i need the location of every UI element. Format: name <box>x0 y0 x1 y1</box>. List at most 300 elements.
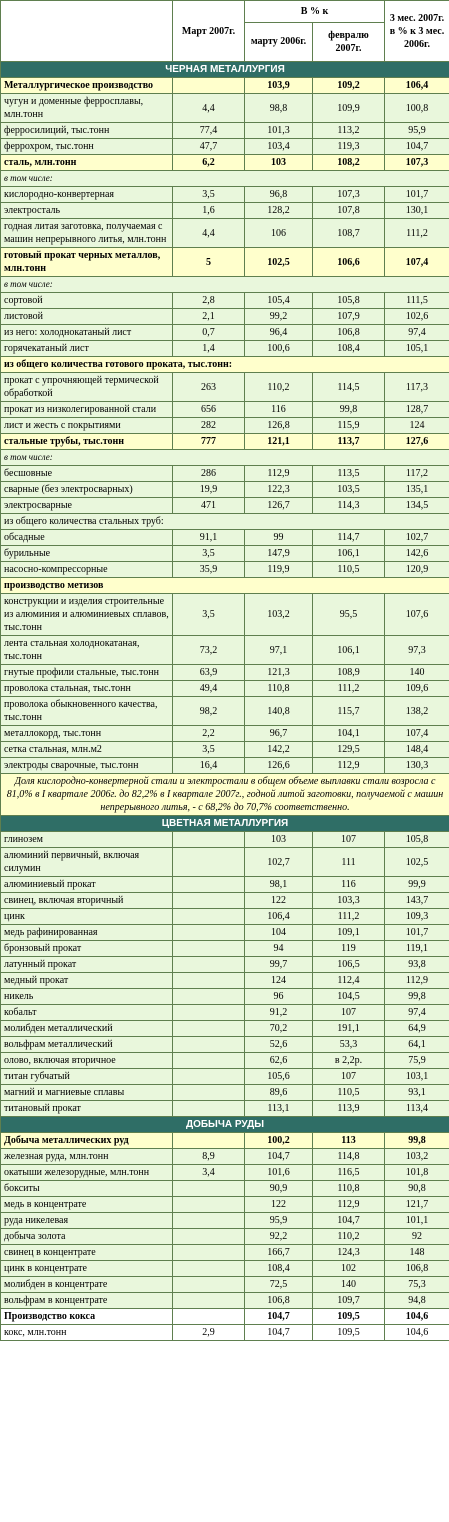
value-vs-march-2006: 122,3 <box>245 482 313 498</box>
value-vs-feb-2007: 110,5 <box>313 562 385 578</box>
value-vs-march-2006: 105,6 <box>245 1069 313 1085</box>
value-3-months: 105,1 <box>385 341 449 357</box>
row-label: титан губчатый <box>1 1069 173 1085</box>
value-3-months: 130,3 <box>385 758 449 774</box>
section-header-row <box>1 62 449 78</box>
table-row <box>1 293 449 309</box>
subheading-row <box>1 450 449 466</box>
row-label: молибден в концентрате <box>1 1277 173 1293</box>
value-3-months: 101,8 <box>385 1165 449 1181</box>
value-vs-feb-2007: 115,7 <box>313 697 385 726</box>
value-vs-march-2006: 140,8 <box>245 697 313 726</box>
value-vs-march-2006: 106,8 <box>245 1293 313 1309</box>
value-vs-feb-2007: 110,2 <box>313 1229 385 1245</box>
value-3-months: 135,1 <box>385 482 449 498</box>
table-row <box>1 697 449 726</box>
value-vs-march-2006: 104,7 <box>245 1309 313 1325</box>
value-vs-march-2006: 90,9 <box>245 1181 313 1197</box>
row-label: годная литая заготовка, получаемая с машин непрерывного литья, млн.тонн <box>1 219 173 248</box>
value-vs-feb-2007: 107,8 <box>313 203 385 219</box>
table-row <box>1 973 449 989</box>
value-3-months: 119,1 <box>385 941 449 957</box>
table-row <box>1 78 449 94</box>
value-march-2007: 777 <box>173 434 245 450</box>
value-vs-march-2006: 121,1 <box>245 434 313 450</box>
value-vs-march-2006: 99,2 <box>245 309 313 325</box>
value-3-months: 104,6 <box>385 1325 449 1341</box>
value-vs-feb-2007: 124,3 <box>313 1245 385 1261</box>
subheading-row <box>1 357 449 373</box>
table-row <box>1 155 449 171</box>
value-march-2007 <box>173 1229 245 1245</box>
table-row <box>1 877 449 893</box>
row-label: руда никелевая <box>1 1213 173 1229</box>
value-3-months: 128,7 <box>385 402 449 418</box>
row-label: титановый прокат <box>1 1101 173 1117</box>
table-row <box>1 123 449 139</box>
table-row <box>1 1021 449 1037</box>
header-3-months: 3 мес. 2007г. в % к 3 мес. 2006г. <box>385 1 449 62</box>
value-3-months: 90,8 <box>385 1181 449 1197</box>
value-march-2007 <box>173 1293 245 1309</box>
value-march-2007 <box>173 1037 245 1053</box>
value-vs-march-2006: 96 <box>245 989 313 1005</box>
row-label: феррохром, тыс.тонн <box>1 139 173 155</box>
row-label: кислородно-конвертерная <box>1 187 173 203</box>
row-label: листовой <box>1 309 173 325</box>
row-label: обсадные <box>1 530 173 546</box>
value-march-2007: 1,4 <box>173 341 245 357</box>
header-row-1 <box>1 1 449 23</box>
table-row <box>1 466 449 482</box>
value-3-months: 64,9 <box>385 1021 449 1037</box>
value-vs-feb-2007: 112,9 <box>313 1197 385 1213</box>
table-row <box>1 1277 449 1293</box>
value-march-2007 <box>173 989 245 1005</box>
value-vs-feb-2007: 113,9 <box>313 1101 385 1117</box>
value-3-months: 64,1 <box>385 1037 449 1053</box>
value-vs-march-2006: 142,2 <box>245 742 313 758</box>
value-march-2007 <box>173 832 245 848</box>
table-row <box>1 248 449 277</box>
value-march-2007: 2,9 <box>173 1325 245 1341</box>
table-row <box>1 498 449 514</box>
value-3-months: 102,5 <box>385 848 449 877</box>
row-label: свинец, включая вторичный <box>1 893 173 909</box>
value-3-months: 93,1 <box>385 1085 449 1101</box>
value-3-months: 111,2 <box>385 219 449 248</box>
row-label: сварные (без электросварных) <box>1 482 173 498</box>
table-row <box>1 1325 449 1341</box>
value-vs-march-2006: 100,2 <box>245 1133 313 1149</box>
value-march-2007 <box>173 1021 245 1037</box>
section-header-row <box>1 816 449 832</box>
value-vs-march-2006: 96,7 <box>245 726 313 742</box>
value-vs-feb-2007: 106,1 <box>313 636 385 665</box>
value-vs-feb-2007: 129,5 <box>313 742 385 758</box>
value-march-2007: 3,5 <box>173 187 245 203</box>
table-row <box>1 94 449 123</box>
value-vs-feb-2007: 103,3 <box>313 893 385 909</box>
value-march-2007: 63,9 <box>173 665 245 681</box>
value-march-2007: 2,8 <box>173 293 245 309</box>
table-row <box>1 418 449 434</box>
table-row <box>1 925 449 941</box>
value-vs-march-2006: 100,6 <box>245 341 313 357</box>
subheading-row <box>1 277 449 293</box>
value-march-2007 <box>173 1133 245 1149</box>
row-label: сталь, млн.тонн <box>1 155 173 171</box>
row-label: цинк <box>1 909 173 925</box>
value-3-months: 107,3 <box>385 155 449 171</box>
value-vs-feb-2007: 111 <box>313 848 385 877</box>
value-march-2007 <box>173 1261 245 1277</box>
value-3-months: 104,7 <box>385 139 449 155</box>
value-vs-feb-2007: 113,7 <box>313 434 385 450</box>
value-3-months: 106,4 <box>385 78 449 94</box>
value-3-months: 113,4 <box>385 1101 449 1117</box>
value-3-months: 97,4 <box>385 325 449 341</box>
row-label: свинец в концентрате <box>1 1245 173 1261</box>
row-label: алюминиевый прокат <box>1 877 173 893</box>
row-label: окатыши железорудные, млн.тонн <box>1 1165 173 1181</box>
value-vs-march-2006: 116 <box>245 402 313 418</box>
row-label: бронзовый прокат <box>1 941 173 957</box>
subheading-text: в том числе: <box>1 450 449 466</box>
row-label: магний и магниевые сплавы <box>1 1085 173 1101</box>
value-march-2007: 98,2 <box>173 697 245 726</box>
value-3-months: 92 <box>385 1229 449 1245</box>
value-march-2007 <box>173 957 245 973</box>
table-row <box>1 341 449 357</box>
table-row <box>1 187 449 203</box>
row-label: электросварные <box>1 498 173 514</box>
value-march-2007 <box>173 1277 245 1293</box>
value-march-2007 <box>173 1101 245 1117</box>
value-vs-feb-2007: 140 <box>313 1277 385 1293</box>
value-march-2007: 3,5 <box>173 742 245 758</box>
value-vs-feb-2007: 107 <box>313 1069 385 1085</box>
value-vs-march-2006: 89,6 <box>245 1085 313 1101</box>
value-3-months: 120,9 <box>385 562 449 578</box>
value-vs-feb-2007: 105,8 <box>313 293 385 309</box>
value-vs-feb-2007: 112,4 <box>313 973 385 989</box>
value-3-months: 134,5 <box>385 498 449 514</box>
value-vs-feb-2007: 107 <box>313 832 385 848</box>
table-row <box>1 309 449 325</box>
value-3-months: 107,4 <box>385 248 449 277</box>
table-row <box>1 1101 449 1117</box>
value-3-months: 102,7 <box>385 530 449 546</box>
value-vs-feb-2007: 104,1 <box>313 726 385 742</box>
table-row <box>1 203 449 219</box>
value-3-months: 148,4 <box>385 742 449 758</box>
value-vs-feb-2007: 110,8 <box>313 1181 385 1197</box>
table-row <box>1 1037 449 1053</box>
value-3-months: 103,1 <box>385 1069 449 1085</box>
value-vs-march-2006: 96,4 <box>245 325 313 341</box>
value-march-2007: 286 <box>173 466 245 482</box>
table-row <box>1 434 449 450</box>
table-row <box>1 1069 449 1085</box>
row-label: олово, включая вторичное <box>1 1053 173 1069</box>
value-vs-feb-2007: 119,3 <box>313 139 385 155</box>
table-row <box>1 758 449 774</box>
value-vs-march-2006: 103,9 <box>245 78 313 94</box>
value-march-2007 <box>173 1085 245 1101</box>
value-vs-feb-2007: 107,3 <box>313 187 385 203</box>
row-label: бурильные <box>1 546 173 562</box>
value-vs-march-2006: 103,4 <box>245 139 313 155</box>
value-3-months: 101,7 <box>385 187 449 203</box>
value-march-2007 <box>173 1181 245 1197</box>
table-row <box>1 594 449 636</box>
row-label: бокситы <box>1 1181 173 1197</box>
value-3-months: 127,6 <box>385 434 449 450</box>
subheading-text: из общего количества стальных труб: <box>1 514 449 530</box>
value-3-months: 102,6 <box>385 309 449 325</box>
value-vs-feb-2007: 115,9 <box>313 418 385 434</box>
value-vs-march-2006: 106 <box>245 219 313 248</box>
value-vs-march-2006: 101,6 <box>245 1165 313 1181</box>
value-vs-march-2006: 126,6 <box>245 758 313 774</box>
value-3-months: 109,6 <box>385 681 449 697</box>
value-march-2007: 282 <box>173 418 245 434</box>
table-row <box>1 1085 449 1101</box>
table-body <box>1 62 449 1341</box>
value-vs-march-2006: 99 <box>245 530 313 546</box>
table-row <box>1 1165 449 1181</box>
table-row <box>1 848 449 877</box>
table-row <box>1 989 449 1005</box>
table-row <box>1 909 449 925</box>
value-3-months: 105,8 <box>385 832 449 848</box>
value-3-months: 101,7 <box>385 925 449 941</box>
value-3-months: 94,8 <box>385 1293 449 1309</box>
row-label: электроды сварочные, тыс.тонн <box>1 758 173 774</box>
value-march-2007 <box>173 877 245 893</box>
value-vs-march-2006: 128,2 <box>245 203 313 219</box>
table-row <box>1 530 449 546</box>
value-march-2007 <box>173 1197 245 1213</box>
value-vs-march-2006: 122 <box>245 893 313 909</box>
value-march-2007: 4,4 <box>173 94 245 123</box>
value-march-2007: 91,1 <box>173 530 245 546</box>
table-row <box>1 402 449 418</box>
section-title: ДОБЫЧА РУДЫ <box>1 1117 449 1133</box>
value-3-months: 138,2 <box>385 697 449 726</box>
row-label: глинозем <box>1 832 173 848</box>
value-vs-march-2006: 95,9 <box>245 1213 313 1229</box>
value-3-months: 117,2 <box>385 466 449 482</box>
value-march-2007: 3,4 <box>173 1165 245 1181</box>
value-vs-feb-2007: 114,8 <box>313 1149 385 1165</box>
value-3-months: 143,7 <box>385 893 449 909</box>
value-3-months: 109,3 <box>385 909 449 925</box>
value-vs-feb-2007: 106,5 <box>313 957 385 973</box>
value-vs-march-2006: 102,5 <box>245 248 313 277</box>
value-march-2007: 8,9 <box>173 1149 245 1165</box>
value-march-2007 <box>173 973 245 989</box>
value-vs-march-2006: 103 <box>245 832 313 848</box>
value-3-months: 148 <box>385 1245 449 1261</box>
value-march-2007: 2,1 <box>173 309 245 325</box>
note-text: Доля кислородно-конвертерной стали и электростали в общем объеме выплавки стали возросла с 81,0% в I квартале 2006г. до 82,2% в I квартале 2007г., годной литой заготовки, получаемой с машин непрерывного литья, - с 68,2% до 70,7% соответственно. <box>1 774 449 816</box>
value-vs-feb-2007: 108,4 <box>313 341 385 357</box>
table-row <box>1 1229 449 1245</box>
value-march-2007: 16,4 <box>173 758 245 774</box>
value-march-2007 <box>173 925 245 941</box>
value-march-2007: 656 <box>173 402 245 418</box>
subheading-row <box>1 171 449 187</box>
value-vs-feb-2007: 109,9 <box>313 94 385 123</box>
value-vs-march-2006: 103 <box>245 155 313 171</box>
row-label: сетка стальная, млн.м2 <box>1 742 173 758</box>
value-3-months: 101,1 <box>385 1213 449 1229</box>
table-row <box>1 957 449 973</box>
value-vs-feb-2007: 102 <box>313 1261 385 1277</box>
value-vs-march-2006: 101,3 <box>245 123 313 139</box>
table-row <box>1 1213 449 1229</box>
value-vs-march-2006: 108,4 <box>245 1261 313 1277</box>
row-label: сортовой <box>1 293 173 309</box>
value-vs-feb-2007: 113,2 <box>313 123 385 139</box>
value-3-months: 107,4 <box>385 726 449 742</box>
table-row <box>1 665 449 681</box>
table-row <box>1 1149 449 1165</box>
value-vs-march-2006: 126,7 <box>245 498 313 514</box>
value-march-2007: 471 <box>173 498 245 514</box>
value-3-months: 140 <box>385 665 449 681</box>
value-vs-march-2006: 72,5 <box>245 1277 313 1293</box>
value-vs-feb-2007: 111,2 <box>313 681 385 697</box>
value-3-months: 99,8 <box>385 1133 449 1149</box>
value-march-2007 <box>173 893 245 909</box>
subheading-row <box>1 578 449 594</box>
row-label: стальные трубы, тыс.тонн <box>1 434 173 450</box>
value-march-2007: 1,6 <box>173 203 245 219</box>
table-row <box>1 681 449 697</box>
value-vs-feb-2007: 99,8 <box>313 402 385 418</box>
value-vs-feb-2007: 116 <box>313 877 385 893</box>
value-march-2007: 6,2 <box>173 155 245 171</box>
row-label: горячекатаный лист <box>1 341 173 357</box>
value-vs-feb-2007: 107,9 <box>313 309 385 325</box>
value-vs-feb-2007: 112,9 <box>313 758 385 774</box>
value-vs-feb-2007: 116,5 <box>313 1165 385 1181</box>
row-label: лист и жесть с покрытиями <box>1 418 173 434</box>
value-vs-march-2006: 62,6 <box>245 1053 313 1069</box>
row-label: железная руда, млн.тонн <box>1 1149 173 1165</box>
value-vs-feb-2007: 106,8 <box>313 325 385 341</box>
section-title: ЦВЕТНАЯ МЕТАЛЛУРГИЯ <box>1 816 449 832</box>
row-label: бесшовные <box>1 466 173 482</box>
value-vs-march-2006: 124 <box>245 973 313 989</box>
value-march-2007 <box>173 1053 245 1069</box>
table-row <box>1 636 449 665</box>
value-march-2007 <box>173 848 245 877</box>
table-row <box>1 1133 449 1149</box>
value-vs-march-2006: 166,7 <box>245 1245 313 1261</box>
row-label: чугун и доменные ферросплавы, млн.тонн <box>1 94 173 123</box>
row-label: Добыча металлических руд <box>1 1133 173 1149</box>
row-label: вольфрам металлический <box>1 1037 173 1053</box>
value-march-2007: 77,4 <box>173 123 245 139</box>
value-vs-feb-2007: 108,2 <box>313 155 385 171</box>
row-label: медь рафинированная <box>1 925 173 941</box>
value-vs-march-2006: 99,7 <box>245 957 313 973</box>
subheading-row <box>1 514 449 530</box>
row-label: готовый прокат черных металлов, млн.тонн <box>1 248 173 277</box>
value-march-2007: 3,5 <box>173 594 245 636</box>
header-percent-group: В % к <box>245 1 385 23</box>
row-label: металлокорд, тыс.тонн <box>1 726 173 742</box>
header-blank <box>1 1 173 62</box>
value-march-2007: 47,7 <box>173 139 245 155</box>
value-vs-feb-2007: 111,2 <box>313 909 385 925</box>
table-row <box>1 373 449 402</box>
table-row <box>1 1309 449 1325</box>
value-march-2007 <box>173 1245 245 1261</box>
value-vs-feb-2007: 108,9 <box>313 665 385 681</box>
value-march-2007: 4,4 <box>173 219 245 248</box>
subheading-text: производство метизов <box>1 578 449 594</box>
note-row <box>1 774 449 816</box>
row-label: добыча золота <box>1 1229 173 1245</box>
value-vs-feb-2007: 108,7 <box>313 219 385 248</box>
row-label: Металлургическое производство <box>1 78 173 94</box>
value-vs-march-2006: 110,8 <box>245 681 313 697</box>
value-3-months: 104,6 <box>385 1309 449 1325</box>
value-3-months: 97,3 <box>385 636 449 665</box>
value-vs-march-2006: 147,9 <box>245 546 313 562</box>
value-vs-feb-2007: 104,7 <box>313 1213 385 1229</box>
value-vs-march-2006: 70,2 <box>245 1021 313 1037</box>
value-3-months: 111,5 <box>385 293 449 309</box>
value-vs-feb-2007: 109,5 <box>313 1309 385 1325</box>
value-3-months: 130,1 <box>385 203 449 219</box>
row-label: из него: холоднокатаный лист <box>1 325 173 341</box>
table-row <box>1 893 449 909</box>
table-row <box>1 1261 449 1277</box>
row-label: гнутые профили стальные, тыс.тонн <box>1 665 173 681</box>
row-label: вольфрам в концентрате <box>1 1293 173 1309</box>
header-vs-march-2006: марту 2006г. <box>245 22 313 61</box>
table-row <box>1 1245 449 1261</box>
row-label: прокат с упрочняющей термической обработкой <box>1 373 173 402</box>
value-vs-march-2006: 104 <box>245 925 313 941</box>
value-vs-march-2006: 119,9 <box>245 562 313 578</box>
row-label: кобальт <box>1 1005 173 1021</box>
value-vs-march-2006: 104,7 <box>245 1149 313 1165</box>
value-march-2007: 263 <box>173 373 245 402</box>
value-3-months: 103,2 <box>385 1149 449 1165</box>
table-row <box>1 562 449 578</box>
value-vs-feb-2007: 119 <box>313 941 385 957</box>
value-march-2007: 73,2 <box>173 636 245 665</box>
value-march-2007: 35,9 <box>173 562 245 578</box>
row-label: проволока обыкновенного качества, тыс.тонн <box>1 697 173 726</box>
value-vs-feb-2007: в 2,2р. <box>313 1053 385 1069</box>
table-row <box>1 1197 449 1213</box>
value-vs-feb-2007: 113 <box>313 1133 385 1149</box>
value-march-2007: 2,2 <box>173 726 245 742</box>
value-march-2007: 5 <box>173 248 245 277</box>
value-vs-march-2006: 96,8 <box>245 187 313 203</box>
value-vs-feb-2007: 103,5 <box>313 482 385 498</box>
value-3-months: 106,8 <box>385 1261 449 1277</box>
value-vs-feb-2007: 110,5 <box>313 1085 385 1101</box>
